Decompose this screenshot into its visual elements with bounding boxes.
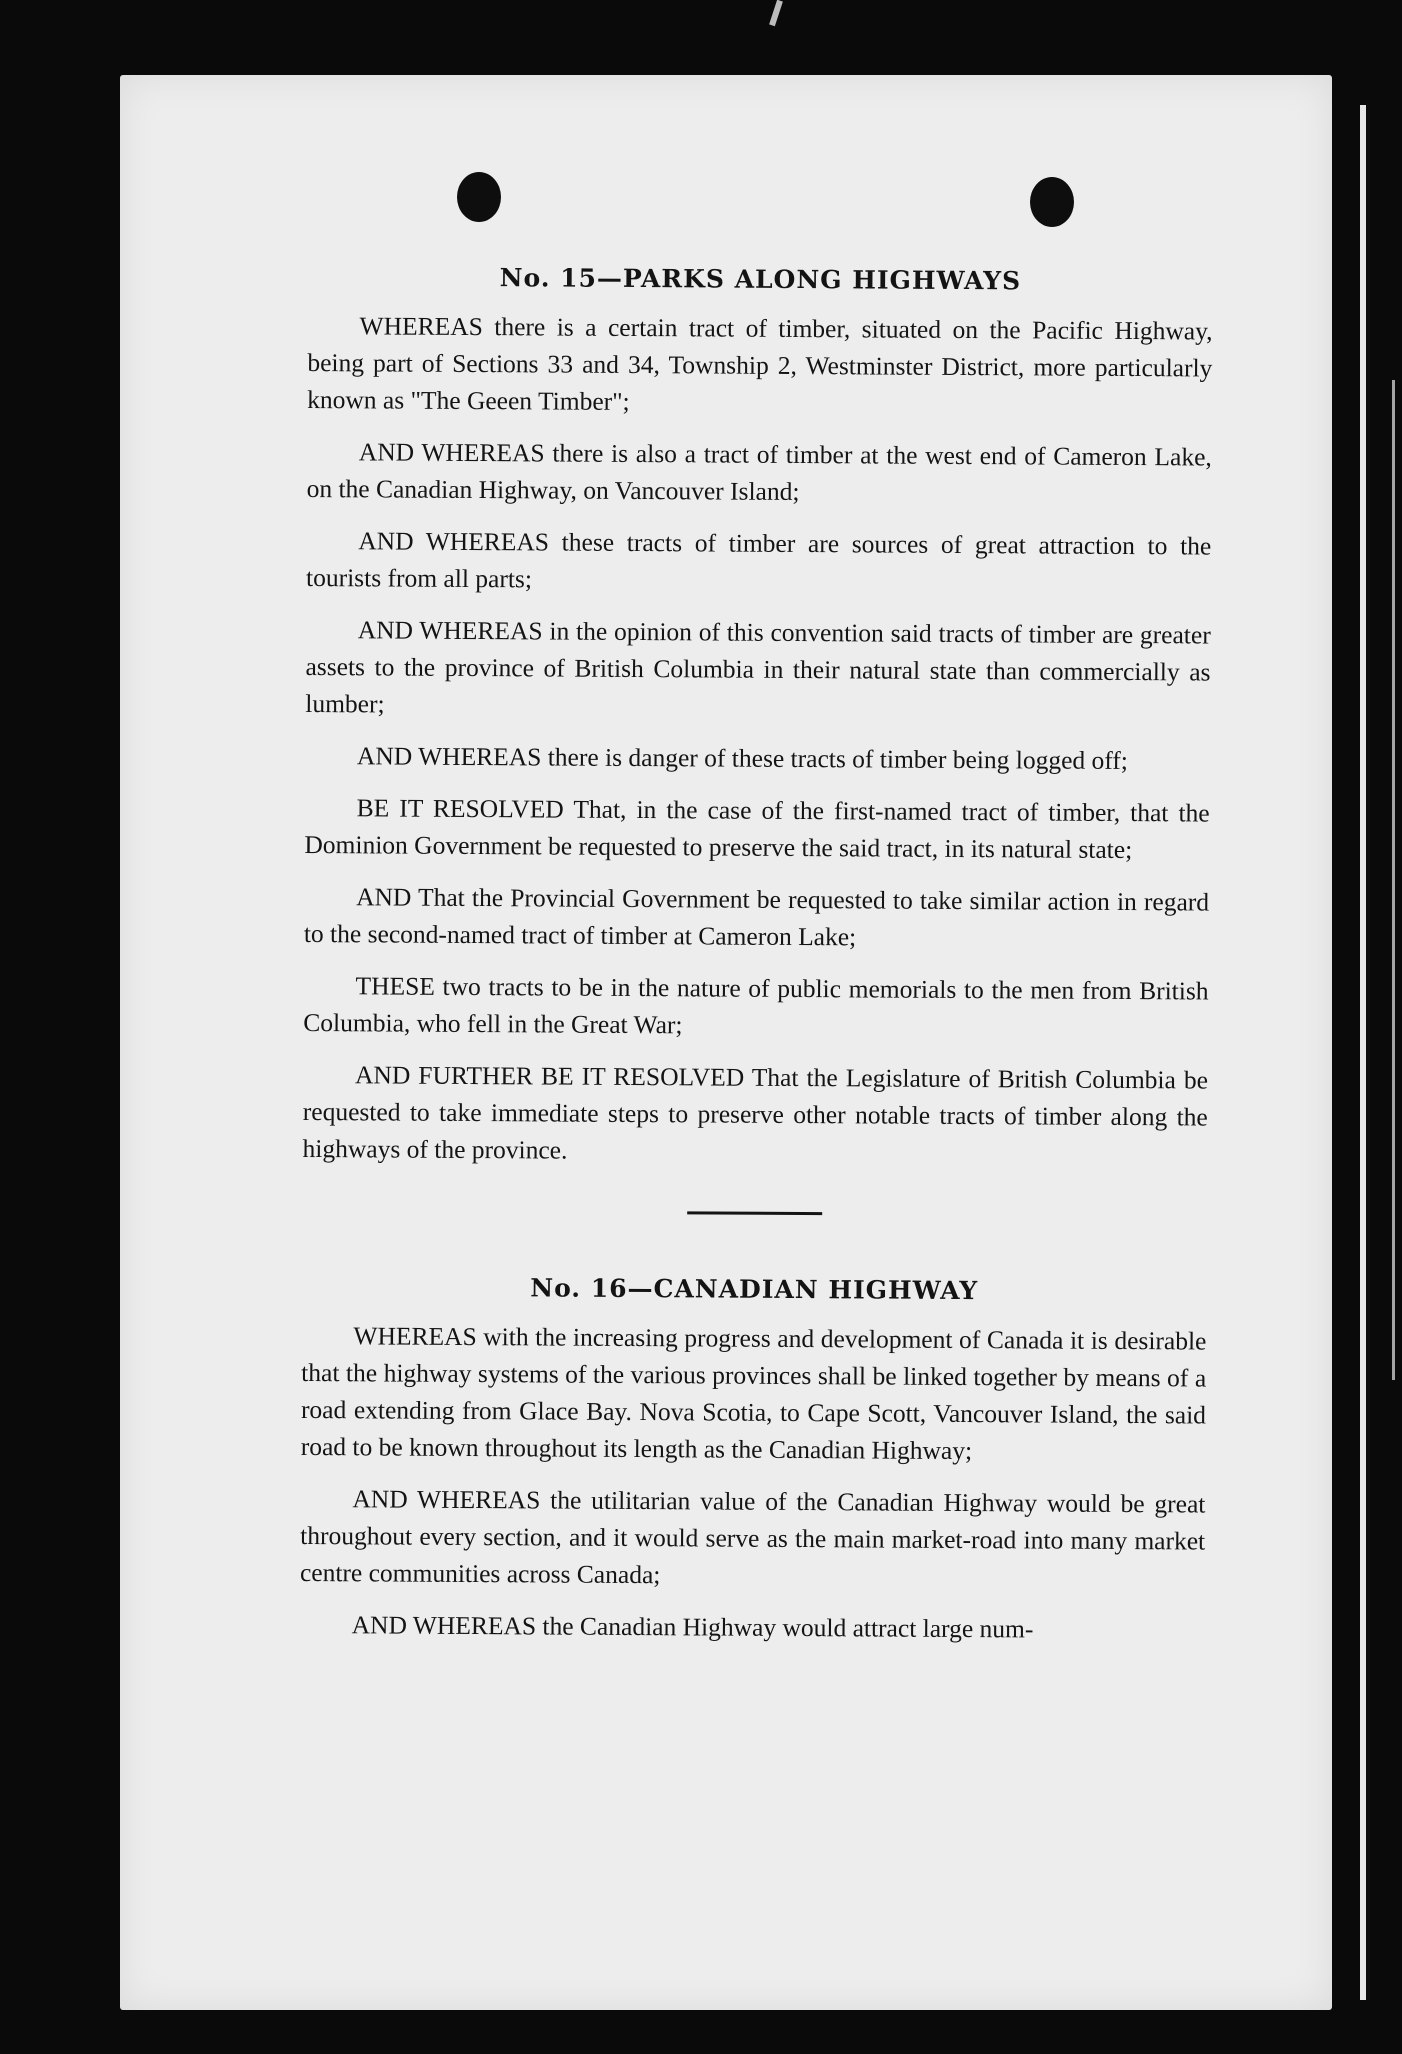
paragraph: THESE two tracts to be in the nature of public memorials to the men from British Columbia, who fell in the Great War; bbox=[303, 971, 1209, 1040]
scan-mark bbox=[769, 0, 783, 26]
punch-hole-right bbox=[1030, 177, 1074, 227]
paragraph: AND WHEREAS there is also a tract of timber at the west end of Cameron Lake, on the Canadian Highway, on Vancouver Island; bbox=[306, 437, 1212, 507]
paragraph: AND That the Provincial Government be requested to take similar action in regard to the second-named tract of timber at Cameron Lake; bbox=[303, 882, 1210, 952]
paragraph: BE IT RESOLVED That, in the case of the first-named tract of timber, that the Dominion Government be requested to preserve the said tract, in its natural state; bbox=[304, 793, 1210, 865]
paragraph: AND WHEREAS the utilitarian value of the Canadian Highway would be great throughout every section, and it would serve as the main market-road into many market centre communities across Canada; bbox=[299, 1484, 1206, 1590]
paragraph: AND WHEREAS in the opinion of this convention said tracts of timber are greater assets to the province of British Columbia in their natural state than commercially as lumber; bbox=[305, 615, 1211, 719]
resolution-16 bbox=[300, 1272, 1207, 1649]
section-divider bbox=[687, 1211, 822, 1215]
resolution-15 bbox=[302, 262, 1213, 1173]
paragraph: AND WHEREAS there is danger of these tracts of timber being logged off; bbox=[356, 741, 1129, 776]
paragraph: WHEREAS with the increasing progress and development of Canada it is desirable that the highway systems of the various provinces shall be linked together by means of a road extending from Glace Bay. Nova Scotia, to Cape Scott, Vancouver Island, the said road to be known throughout its length as the Canadian Highway; bbox=[300, 1321, 1207, 1466]
punch-hole-left bbox=[457, 172, 501, 222]
adjacent-page-edge bbox=[1360, 105, 1366, 2000]
document-text bbox=[299, 262, 1213, 1664]
paragraph: AND WHEREAS these tracts of timber are sources of great attraction to the tourists from all parts; bbox=[305, 526, 1212, 594]
paragraph: AND FURTHER BE IT RESOLVED That the Legislature of British Columbia be requested to take immediate steps to preserve other notable tracts of timber along the highways of the province. bbox=[302, 1060, 1209, 1165]
paragraph: AND WHEREAS the Canadian Highway would attract large num- bbox=[351, 1610, 1034, 1644]
resolution-heading: No. 16—CANADIAN HIGHWAY bbox=[530, 1273, 979, 1306]
adjacent-page-edge-inner bbox=[1392, 380, 1395, 1380]
resolution-heading: No. 15—PARKS ALONG HIGHWAYS bbox=[499, 263, 1022, 296]
paragraph: WHEREAS there is a certain tract of timber, situated on the Pacific Highway, being part of Sections 33 and 34, Township 2, Westminster District, more particularly known as "The Geeen Timber"; bbox=[307, 311, 1213, 416]
